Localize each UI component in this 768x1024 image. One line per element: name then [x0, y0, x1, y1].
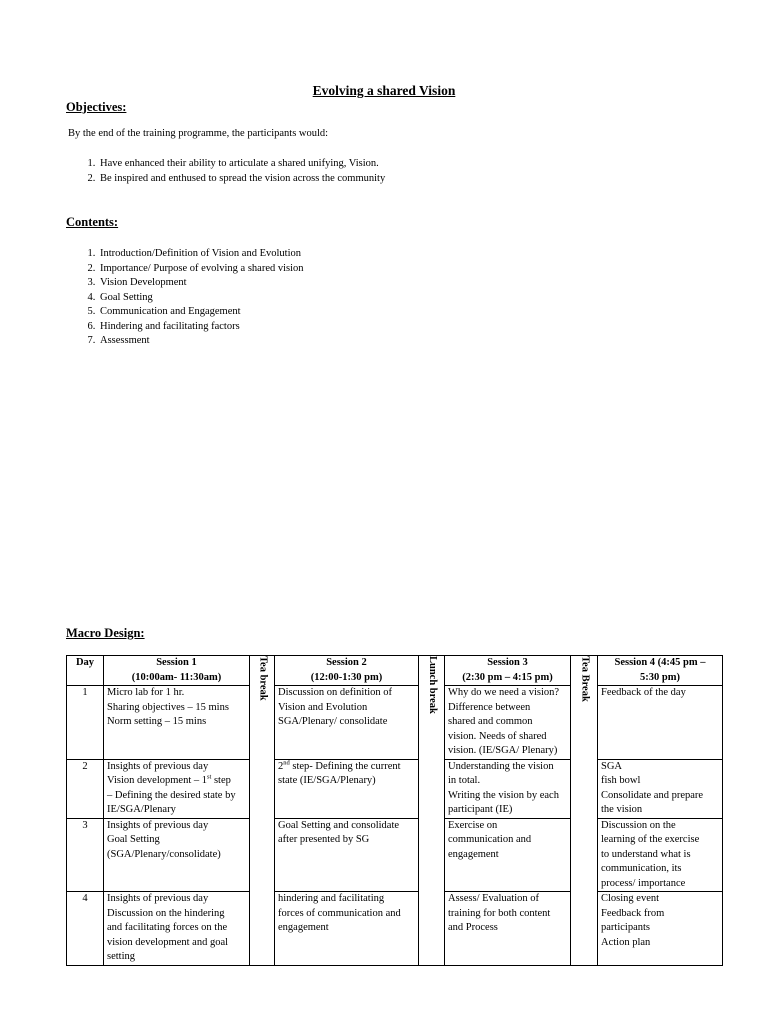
document-title: Evolving a shared Vision — [312, 83, 456, 98]
table-row — [67, 759, 723, 818]
table-row — [67, 818, 723, 892]
objective-item: 2. Be inspired and enthused to spread the vision across the community — [98, 172, 385, 187]
header-session-4: Session 4 (4:45 pm – 5:30 pm) — [598, 656, 723, 686]
objective-item: 1. Have enhanced their ability to articulate a shared unifying, Vision. — [98, 157, 385, 172]
objectives-heading: Objectives: — [66, 100, 127, 114]
table-header-row — [67, 656, 723, 686]
contents-item: 2. Importance/ Purpose of evolving a shared vision — [98, 262, 304, 277]
session-4-cell: Discussion on the learning of the exercise to understand what is communication, its process/ importance — [598, 818, 723, 892]
session-2-cell: Goal Setting and consolidate after presented by SG — [275, 818, 419, 892]
day-cell: 1 — [67, 686, 104, 760]
session-1-cell: Micro lab for 1 hr. Sharing objectives – 15 mins Norm setting – 15 mins — [104, 686, 250, 760]
tea-break-column — [250, 656, 275, 966]
tea-break-label: Tea break — [257, 656, 269, 701]
contents-heading: Contents: — [66, 215, 119, 229]
day-cell: 3 — [67, 818, 104, 892]
header-session-2: Session 2 (12:00-1:30 pm) — [275, 656, 419, 686]
session-4-cell: Closing event Feedback from participants Action plan — [598, 892, 723, 966]
session-3-cell: Understanding the vision in total. Writing the vision by each participant (IE) — [445, 759, 571, 818]
session-4-cell: SGA fish bowl Consolidate and prepare the vision — [598, 759, 723, 818]
contents-item: 7. Assessment — [98, 334, 304, 349]
tea-break-2-label: Tea Break — [579, 656, 591, 702]
session-3-cell: Why do we need a vision? Difference between shared and common vision. Needs of shared vision. (IE/SGA/ Plenary) — [445, 686, 571, 760]
table-row — [67, 892, 723, 966]
header-session-1: Session 1 (10:00am- 11:30am) — [104, 656, 250, 686]
session-1-cell: Insights of previous day Goal Setting (SGA/Plenary/consolidate) — [104, 818, 250, 892]
contents-item: 5. Communication and Engagement — [98, 305, 304, 320]
session-1-cell: Insights of previous day Vision development – 1st step – Defining the desired state by IE/SGA/Plenary — [104, 759, 250, 818]
session-2-cell: Discussion on definition of Vision and Evolution SGA/Plenary/ consolidate — [275, 686, 419, 760]
session-3-cell: Assess/ Evaluation of training for both content and Process — [445, 892, 571, 966]
contents-item: 4. Goal Setting — [98, 291, 304, 306]
contents-item: 6. Hindering and facilitating factors — [98, 320, 304, 335]
session-2-cell: 2nd step- Defining the current state (IE/SGA/Plenary) — [275, 759, 419, 818]
header-day: Day — [67, 656, 104, 686]
header-session-3: Session 3 (2:30 pm – 4:15 pm) — [445, 656, 571, 686]
objectives-intro: By the end of the training programme, the participants would: — [68, 128, 329, 139]
macro-design-table — [66, 655, 723, 966]
session-3-cell: Exercise on communication and engagement — [445, 818, 571, 892]
contents-item: 1. Introduction/Definition of Vision and Evolution — [98, 247, 304, 262]
lunch-break-column — [419, 656, 445, 966]
tea-break-2-column — [571, 656, 598, 966]
session-2-cell: hindering and facilitating forces of communication and engagement — [275, 892, 419, 966]
contents-list — [66, 247, 304, 349]
table-row — [67, 686, 723, 760]
contents-item: 3. Vision Development — [98, 276, 304, 291]
objectives-list — [66, 157, 385, 186]
session-4-cell: Feedback of the day — [598, 686, 723, 760]
day-cell: 4 — [67, 892, 104, 966]
day-cell: 2 — [67, 759, 104, 818]
session-1-cell: Insights of previous day Discussion on the hindering and facilitating forces on the vision development and goal setting — [104, 892, 250, 966]
lunch-break-label: Lunch break — [426, 656, 438, 714]
macro-design-heading: Macro Design: — [66, 626, 145, 640]
